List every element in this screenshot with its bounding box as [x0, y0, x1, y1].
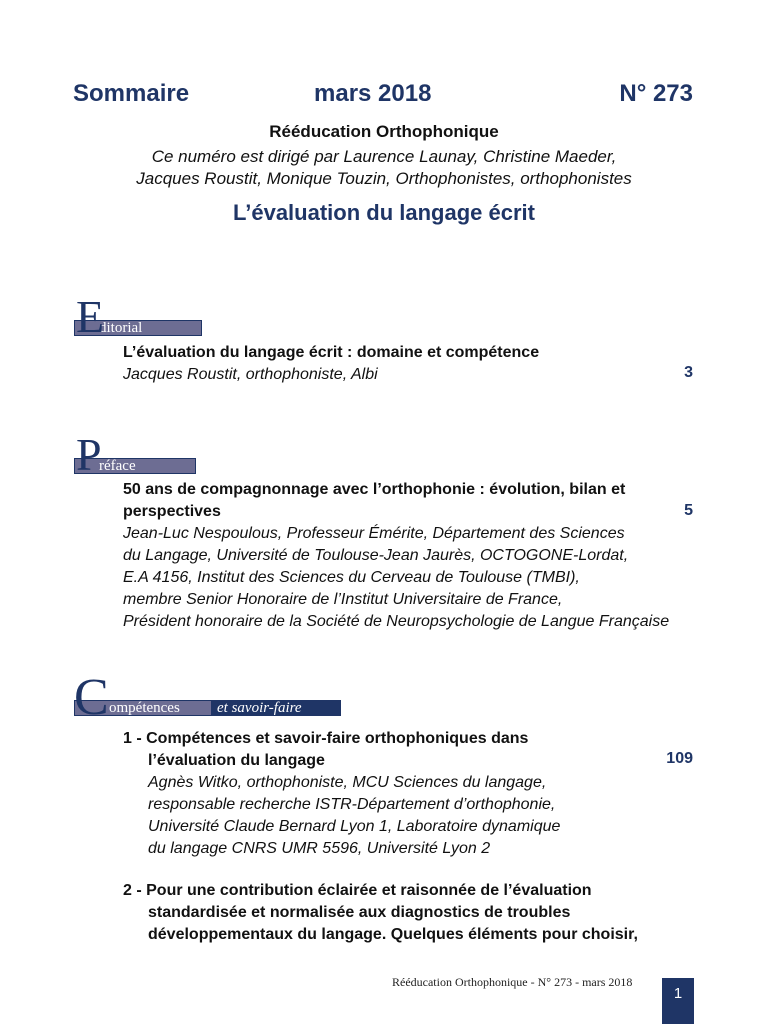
editors-line-2: Jacques Roustit, Monique Touzin, Orthophonistes, orthophonistes [136, 169, 632, 188]
article-author-line: du Langage, Université de Toulouse-Jean Jaurès, OCTOGONE-Lordat, [123, 547, 629, 564]
article-author-line: E.A 4156, Institut des Sciences du Cerveau de Toulouse (TMBI), [123, 569, 580, 586]
article-title-line-1[interactable]: 1 - Compétences et savoir-faire orthophoniques dans [123, 730, 529, 747]
issue-date: mars 2018 [314, 80, 432, 107]
journal-name: Rééducation Orthophonique [269, 122, 499, 141]
issue-theme-title: L’évaluation du langage écrit [233, 200, 535, 225]
section-header-competences [74, 669, 344, 726]
section-label: réface [99, 458, 136, 474]
article-author-line: Université Claude Bernard Lyon 1, Laboratoire dynamique [148, 818, 561, 835]
page-number-box: 1 [662, 978, 694, 1024]
article-title[interactable]: L’évaluation du langage écrit : domaine et compétence [123, 344, 540, 361]
article-author: Jacques Roustit, orthophoniste, Albi [123, 366, 378, 383]
section-label: ompétences [109, 700, 180, 716]
article-author-line: Président honoraire de la Société de Neuropsychologie de Langue Française [123, 613, 670, 630]
section-label: ditorial [99, 320, 143, 336]
editors-line-1: Ce numéro est dirigé par Laurence Launay, Christine Maeder, [151, 147, 617, 166]
article-title-line-2[interactable]: l’évaluation du langage [148, 752, 325, 769]
article-title-line-2[interactable]: perspectives [123, 503, 221, 520]
article-author-line: du langage CNRS UMR 5596, Université Lyon 2 [148, 840, 491, 857]
section-label-secondary: et savoir-faire [217, 700, 302, 716]
section-header-editorial [74, 291, 204, 342]
section-initial: P [76, 429, 102, 480]
section-band [74, 700, 341, 716]
article-author-line: Agnès Witko, orthophoniste, MCU Sciences du langage, [148, 774, 547, 791]
sommaire-heading: Sommaire [73, 80, 190, 107]
article-author-line: membre Senior Honoraire de l’Institut Universitaire de France, [123, 591, 563, 608]
section-header-preface [74, 429, 198, 480]
article-title-line-2[interactable]: standardisée et normalisée aux diagnostics de troubles [148, 904, 571, 921]
article-page-number[interactable]: 5 [684, 502, 693, 519]
article-author-line: Jean-Luc Nespoulous, Professeur Émérite, Département des Sciences [123, 525, 625, 542]
footer-running-title: Rééducation Orthophonique - N° 273 - mars 2018 [392, 975, 633, 989]
article-title-line-3[interactable]: développementaux du langage. Quelques éléments pour choisir, [148, 926, 638, 943]
article-title-line-1[interactable]: 2 - Pour une contribution éclairée et raisonnée de l’évaluation [123, 882, 592, 899]
article-page-number[interactable]: 3 [684, 364, 693, 381]
issue-number: N° 273 [619, 80, 693, 107]
section-initial: E [76, 291, 105, 342]
article-page-number[interactable]: 109 [666, 750, 693, 767]
section-initial: C [74, 669, 109, 726]
article-author-line: responsable recherche ISTR-Département d’orthophonie, [148, 796, 556, 813]
article-title-line-1[interactable]: 50 ans de compagnonnage avec l’orthophonie : évolution, bilan et [123, 481, 626, 498]
